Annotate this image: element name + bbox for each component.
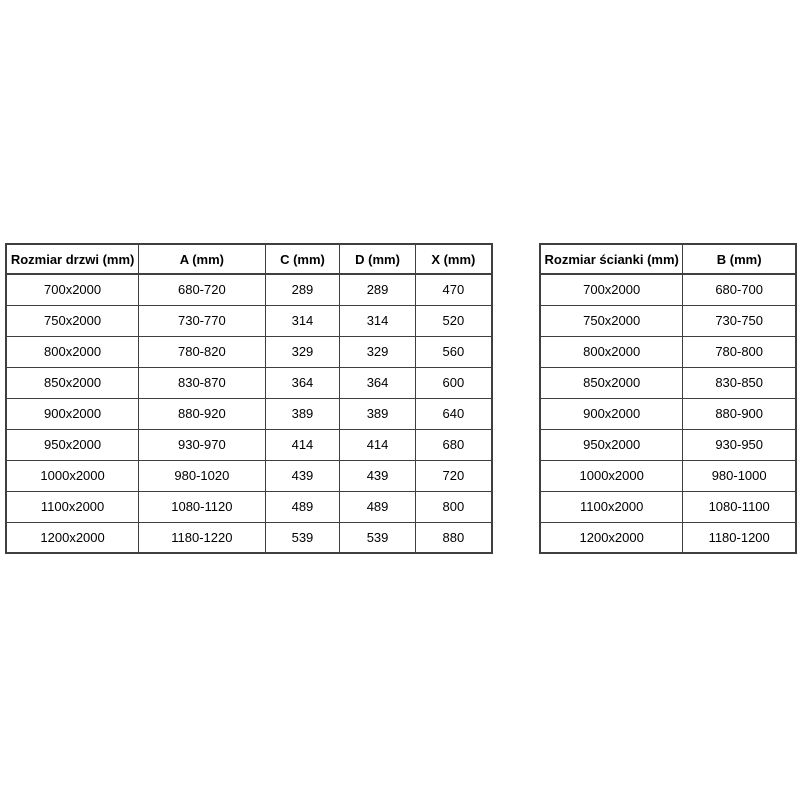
- table-cell: 780-800: [683, 336, 796, 367]
- table-row: [540, 305, 796, 336]
- table-cell: 850x2000: [540, 367, 683, 398]
- table-cell: 364: [340, 367, 415, 398]
- table-cell: 560: [415, 336, 492, 367]
- header-cell: B (mm): [683, 244, 796, 274]
- table-cell: 680: [415, 429, 492, 460]
- table-cell: 329: [340, 336, 415, 367]
- table-row: [6, 336, 492, 367]
- table-row: [540, 274, 796, 305]
- table-cell: 439: [265, 460, 340, 491]
- wall-table-header: [540, 244, 796, 274]
- table-cell: 780-820: [139, 336, 265, 367]
- table-row: [6, 491, 492, 522]
- table-cell: 930-970: [139, 429, 265, 460]
- header-cell: X (mm): [415, 244, 492, 274]
- table-cell: 640: [415, 398, 492, 429]
- table-cell: 750x2000: [540, 305, 683, 336]
- table-cell: 750x2000: [6, 305, 139, 336]
- header-cell: A (mm): [139, 244, 265, 274]
- table-cell: 1080-1100: [683, 491, 796, 522]
- table-cell: 880-920: [139, 398, 265, 429]
- table-cell: 930-950: [683, 429, 796, 460]
- table-cell: 389: [265, 398, 340, 429]
- table-cell: 980-1020: [139, 460, 265, 491]
- table-cell: 539: [265, 522, 340, 553]
- table-row: [6, 305, 492, 336]
- wall-dimensions-table: [539, 243, 797, 554]
- table-row: [540, 336, 796, 367]
- table-row: [540, 491, 796, 522]
- table-cell: 730-750: [683, 305, 796, 336]
- table-cell: 314: [340, 305, 415, 336]
- table-cell: 800: [415, 491, 492, 522]
- table-cell: 1180-1200: [683, 522, 796, 553]
- table-cell: 950x2000: [540, 429, 683, 460]
- table-cell: 489: [340, 491, 415, 522]
- table-cell: 1000x2000: [6, 460, 139, 491]
- table-cell: 1100x2000: [540, 491, 683, 522]
- door-dimensions-table: [5, 243, 493, 554]
- table-cell: 880: [415, 522, 492, 553]
- door-table-header: [6, 244, 492, 274]
- table-row: [6, 367, 492, 398]
- table-cell: 1100x2000: [6, 491, 139, 522]
- table-cell: 680-700: [683, 274, 796, 305]
- header-row: [6, 244, 492, 274]
- table-row: [540, 398, 796, 429]
- table-row: [6, 429, 492, 460]
- table-cell: 470: [415, 274, 492, 305]
- table-row: [540, 429, 796, 460]
- table-cell: 389: [340, 398, 415, 429]
- table-cell: 980-1000: [683, 460, 796, 491]
- table-cell: 830-850: [683, 367, 796, 398]
- table-cell: 439: [340, 460, 415, 491]
- table-cell: 1080-1120: [139, 491, 265, 522]
- table-row: [6, 522, 492, 553]
- table-cell: 700x2000: [6, 274, 139, 305]
- header-row: [540, 244, 796, 274]
- table-row: [6, 274, 492, 305]
- table-cell: 314: [265, 305, 340, 336]
- table-cell: 289: [340, 274, 415, 305]
- table-cell: 364: [265, 367, 340, 398]
- table-cell: 414: [265, 429, 340, 460]
- table-cell: 950x2000: [6, 429, 139, 460]
- table-cell: 800x2000: [6, 336, 139, 367]
- table-cell: 1180-1220: [139, 522, 265, 553]
- table-cell: 730-770: [139, 305, 265, 336]
- wall-table-body: [540, 274, 796, 553]
- table-cell: 700x2000: [540, 274, 683, 305]
- table-cell: 800x2000: [540, 336, 683, 367]
- table-row: [540, 367, 796, 398]
- table-cell: 1200x2000: [540, 522, 683, 553]
- table-cell: 850x2000: [6, 367, 139, 398]
- header-cell: D (mm): [340, 244, 415, 274]
- table-cell: 289: [265, 274, 340, 305]
- table-cell: 1200x2000: [6, 522, 139, 553]
- table-cell: 900x2000: [540, 398, 683, 429]
- header-cell: Rozmiar ścianki (mm): [540, 244, 683, 274]
- door-table-body: [6, 274, 492, 553]
- table-cell: 720: [415, 460, 492, 491]
- table-cell: 329: [265, 336, 340, 367]
- table-cell: 900x2000: [6, 398, 139, 429]
- table-cell: 680-720: [139, 274, 265, 305]
- table-cell: 539: [340, 522, 415, 553]
- table-cell: 489: [265, 491, 340, 522]
- table-row: [6, 398, 492, 429]
- table-cell: 1000x2000: [540, 460, 683, 491]
- table-cell: 600: [415, 367, 492, 398]
- table-row: [6, 460, 492, 491]
- header-cell: C (mm): [265, 244, 340, 274]
- table-cell: 414: [340, 429, 415, 460]
- table-cell: 830-870: [139, 367, 265, 398]
- header-cell: Rozmiar drzwi (mm): [6, 244, 139, 274]
- table-cell: 880-900: [683, 398, 796, 429]
- table-row: [540, 460, 796, 491]
- table-cell: 520: [415, 305, 492, 336]
- table-row: [540, 522, 796, 553]
